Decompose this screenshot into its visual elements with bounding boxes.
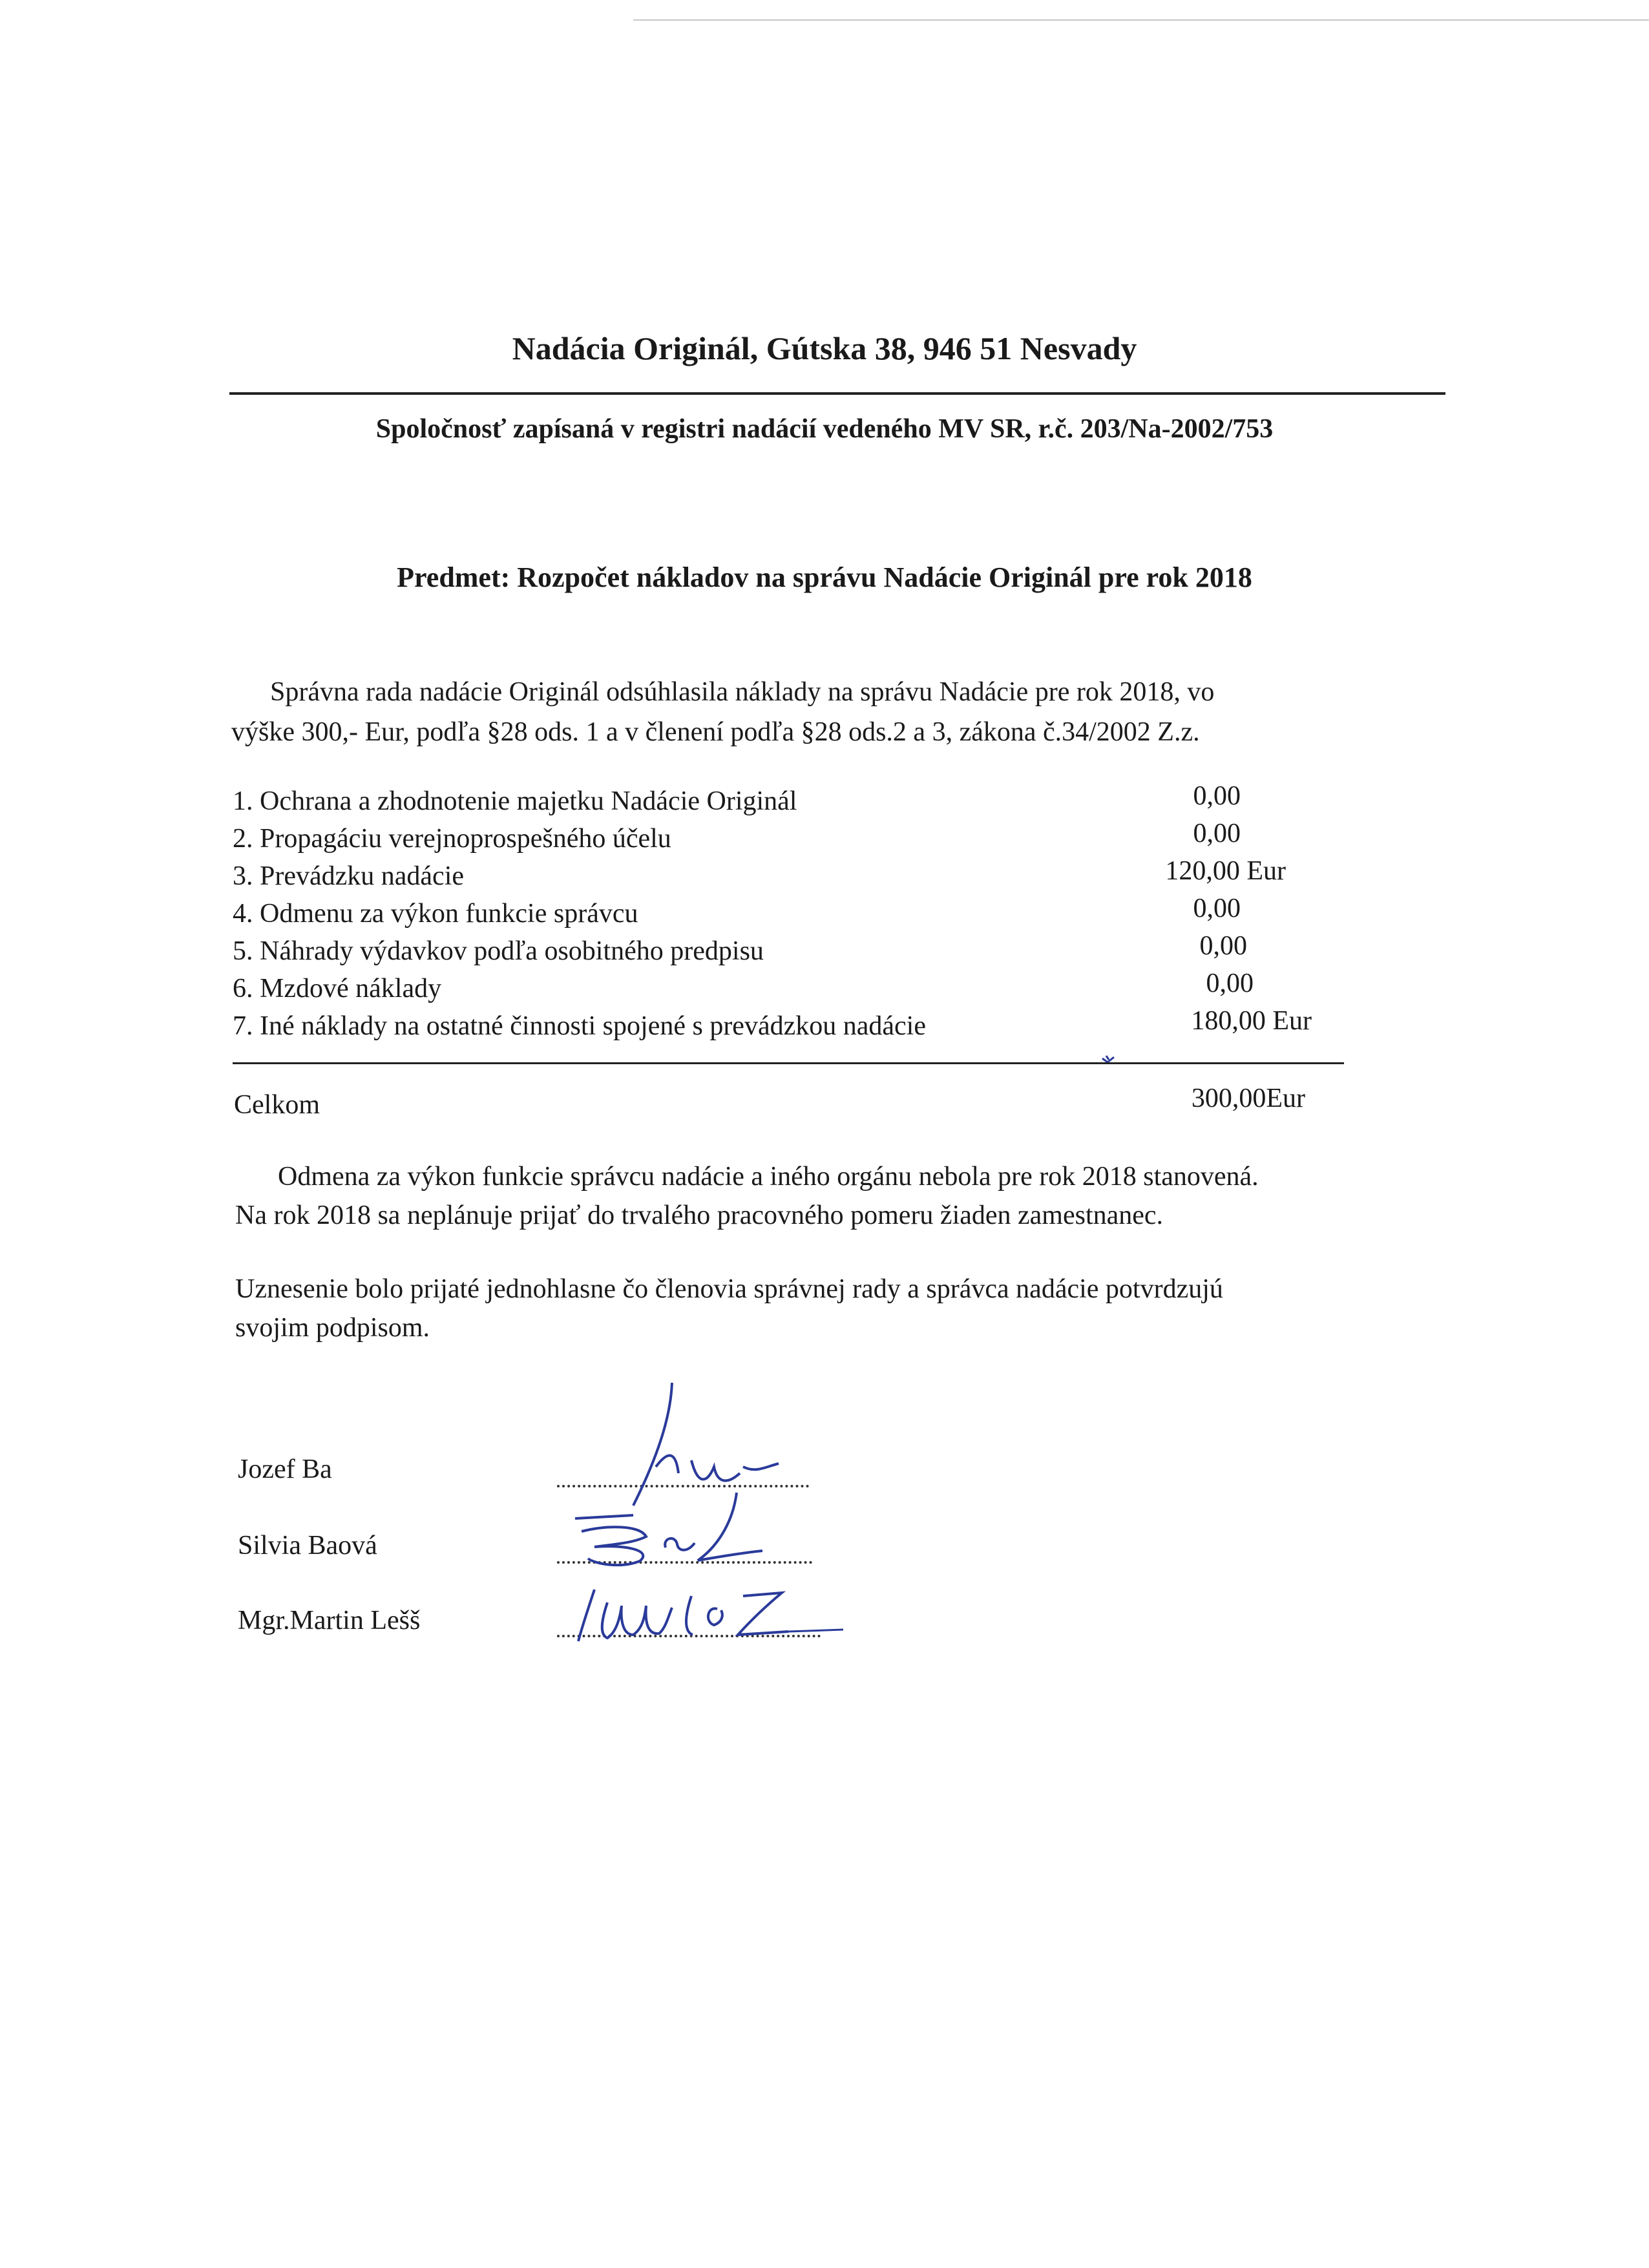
budget-item-label: 2. Propagáciu verejnoprospešného účelu — [233, 824, 671, 854]
note-line-2: Na rok 2018 sa neplánuje prijať do trvalého pracovného pomeru žiaden zamestnanec. — [235, 1201, 1164, 1230]
budget-item-amount: 0,00 — [1193, 819, 1241, 848]
signature-silvia-baova — [569, 1480, 801, 1570]
subject-heading: Predmet: Rozpočet nákladov na správu Nadácie Originál pre rok 2018 — [397, 562, 1252, 593]
resolution-line-1: Uznesenie bolo prijaté jednohlasne čo členovia správnej rady a správca nadácie potvrdzujú — [235, 1274, 1223, 1304]
budget-item-amount: 0,00 — [1193, 894, 1241, 923]
budget-item-label: 4. Odmenu za výkon funkcie správcu — [233, 899, 638, 929]
total-amount: 300,00Eur — [1191, 1084, 1305, 1113]
scan-edge-line — [633, 19, 1649, 21]
header-rule — [229, 392, 1445, 395]
budget-item-amount: 0,00 — [1206, 969, 1254, 998]
budget-item-label: 7. Iné náklady na ostatné činnosti spojené s prevádzkou nadácie — [233, 1011, 926, 1041]
registration-line: Spoločnosť zapísaná v registri nadácií vedeného MV SR, r.č. 203/Na-2002/753 — [375, 414, 1274, 444]
budget-item-amount: 0,00 — [1193, 781, 1241, 811]
signatory-name: Jozef Ba — [238, 1454, 332, 1484]
note-line-1: Odmena za výkon funkcie správcu nadácie a iného orgánu nebola pre rok 2018 stanovená. — [278, 1162, 1259, 1192]
budget-item-amount: 120,00 Eur — [1165, 856, 1286, 886]
budget-item-amount: 0,00 — [1199, 931, 1247, 961]
total-label: Celkom — [234, 1090, 320, 1120]
ink-mark — [1100, 1053, 1119, 1066]
resolution-line-2: svojim podpisom. — [235, 1313, 430, 1343]
organization-header: Nadácia Originál, Gútska 38, 946 51 Nesvady — [512, 330, 1137, 366]
signature-martin-less — [569, 1570, 853, 1654]
budget-item-label: 5. Náhrady výdavkov podľa osobitného predpisu — [233, 936, 764, 966]
signatory-name: Mgr.Martin Lešš — [238, 1606, 421, 1635]
signatory-name: Silvia Baová — [238, 1531, 377, 1560]
intro-line-1: Správna rada nadácie Originál odsúhlasila náklady na správu Nadácie pre rok 2018, vo — [270, 677, 1215, 707]
budget-item-amount: 180,00 Eur — [1191, 1006, 1312, 1036]
intro-line-2: výške 300,- Eur, podľa §28 ods. 1 a v členení podľa §28 ods.2 a 3, zákona č.34/2002 Z.z. — [231, 717, 1200, 747]
budget-item-label: 3. Prevádzku nadácie — [233, 861, 465, 891]
budget-item-label: 1. Ochrana a zhodnotenie majetku Nadácie Originál — [233, 786, 797, 816]
total-rule — [233, 1062, 1344, 1064]
budget-item-label: 6. Mzdové náklady — [233, 974, 442, 1003]
